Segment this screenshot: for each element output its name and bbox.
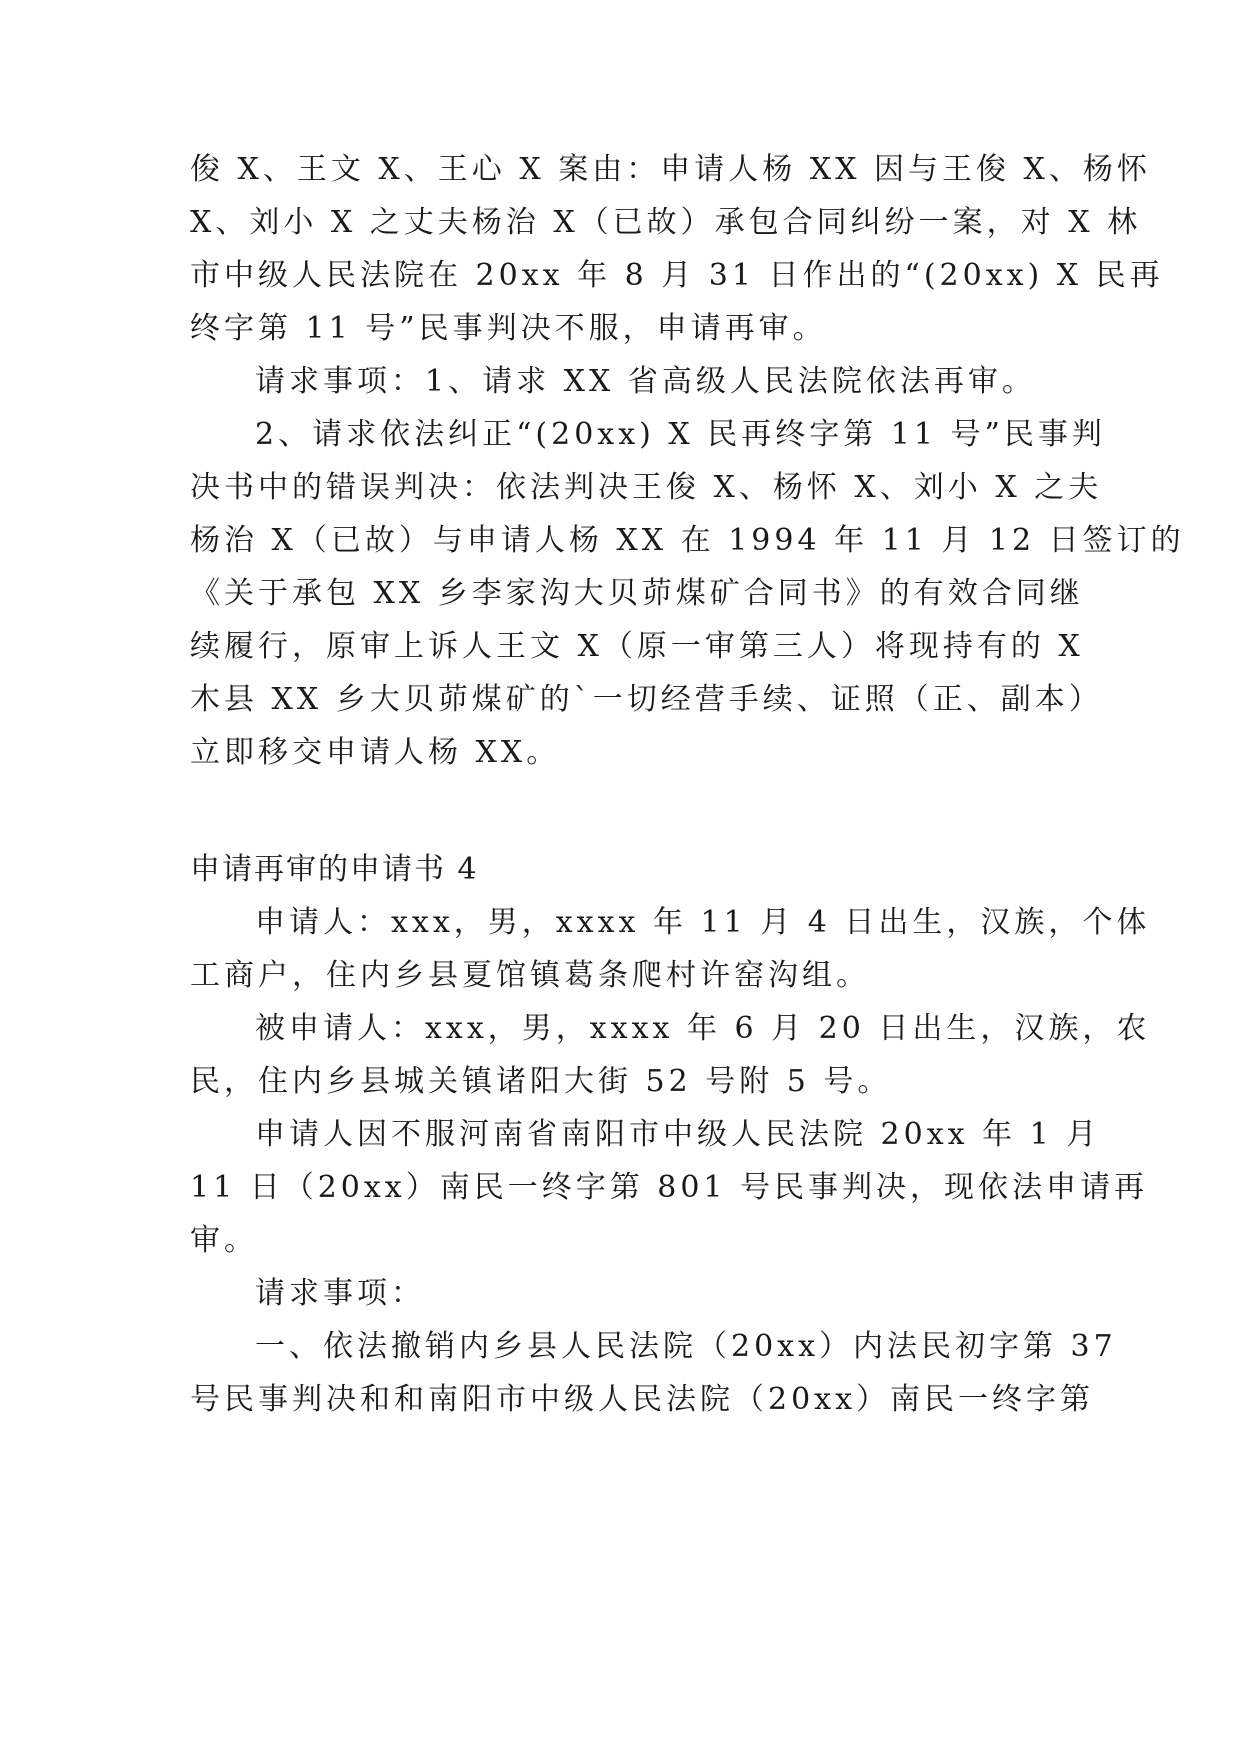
text-line: 终字第 11 号”民事判决不服，申请再审。 [190,311,827,346]
text-line: 审。 [190,1223,258,1258]
text-line: 《关于承包 XX 乡李家沟大贝茆煤矿合同书》的有效合同继 [190,576,1084,611]
text-line: 续履行，原审上诉人王文 X（原一审第三人）将现持有的 X [190,629,1084,664]
text-line: 木县 XX 乡大贝茆煤矿的`一切经营手续、证照（正、副本） [190,682,1103,717]
text-line: 11 日（20xx）南民一终字第 801 号民事判决，现依法申请再 [190,1170,1149,1205]
text-line: 请求事项： [255,1276,425,1311]
text-line: 立即移交申请人杨 XX。 [190,735,561,770]
text-line: 申请人：xxx，男，xxxx 年 11 月 4 日出生，汉族，个体 [255,905,1151,940]
text-line: 工商户，住内乡县夏馆镇葛条爬村许窑沟组。 [190,958,870,993]
text-line: 俊 X、王文 X、王心 X 案由：申请人杨 XX 因与王俊 X、杨怀 [190,152,1151,187]
text-line: 一、依法撤销内乡县人民法院（20xx）内法民初字第 37 [255,1329,1117,1364]
text-line: 民，住内乡县城关镇诸阳大街 52 号附 5 号。 [190,1064,892,1099]
text-line: 2、请求依法纠正“(20xx) X 民再终字第 11 号”民事判 [255,417,1106,452]
text-line: 杨治 X（已故）与申请人杨 XX 在 1994 年 11 月 12 日签订的 [190,523,1185,558]
text-line: 号民事判决和和南阳市中级人民法院（20xx）南民一终字第 [190,1382,1095,1417]
text-line: 决书中的错误判决：依法判决王俊 X、杨怀 X、刘小 X 之夫 [190,470,1103,505]
text-line: 被申请人：xxx，男，xxxx 年 6 月 20 日出生，汉族，农 [255,1011,1151,1046]
text-line: 请求事项：1、请求 XX 省高级人民法院依法再审。 [255,364,1036,399]
text-line: 市中级人民法院在 20xx 年 8 月 31 日作出的“(20xx) X 民再 [190,258,1164,293]
section-heading: 申请再审的申请书 4 [190,852,479,887]
text-line: X、刘小 X 之丈夫杨治 X（已故）承包合同纠纷一案，对 X 林 [190,205,1142,240]
text-line: 申请人因不服河南省南阳市中级人民法院 20xx 年 1 月 [255,1117,1101,1152]
